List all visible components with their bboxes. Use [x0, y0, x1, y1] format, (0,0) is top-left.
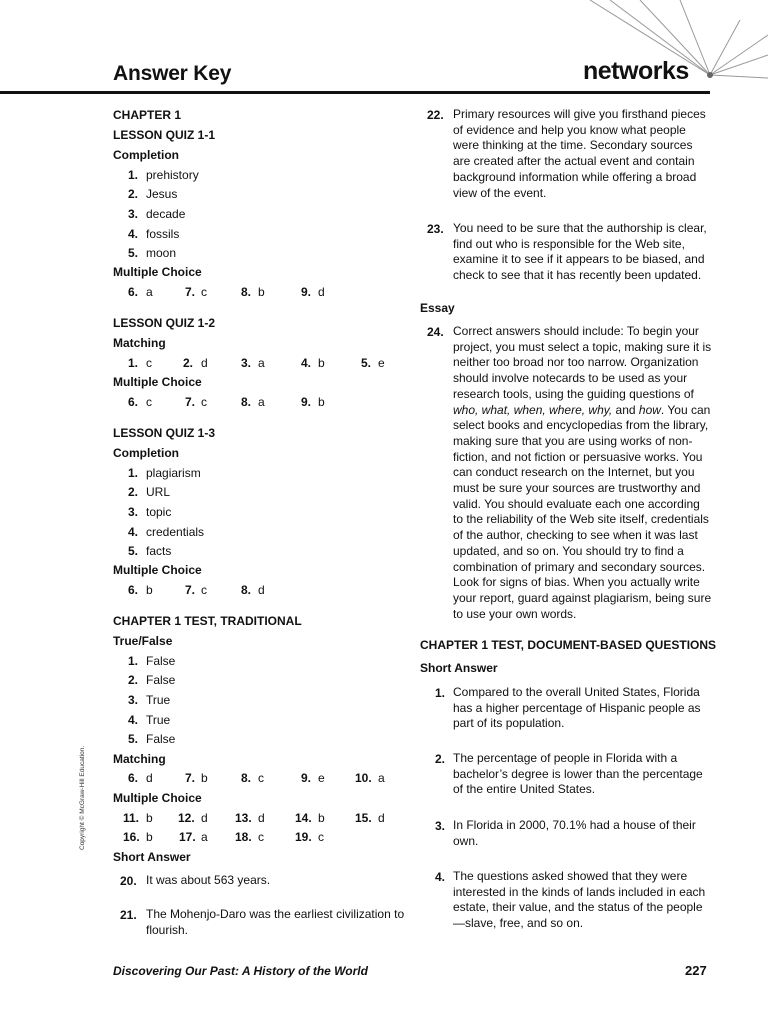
answer-italic: how [638, 402, 661, 417]
item-number: 8. [241, 395, 252, 409]
quiz-1-2-heading: LESSON QUIZ 1-2 [113, 316, 216, 330]
networks-logo: networks [583, 57, 689, 85]
item-number: 5. [128, 246, 139, 260]
answer: True [146, 713, 171, 727]
item-number: 18. [235, 830, 252, 844]
answer: Primary resources will give you firsthand pieces of evidence and help you know what people were thinking at the time. Secondary sources are created after the actual event and contain background information while offering a broad view of the event. [453, 107, 706, 200]
essay-heading: Essay [420, 301, 455, 315]
answer: d [201, 811, 208, 825]
header-rule [0, 91, 710, 94]
item-number: 4. [435, 870, 446, 884]
item-number: 5. [361, 356, 372, 370]
item-number: 6. [128, 583, 139, 597]
answer: d [318, 285, 325, 299]
answer: moon [146, 246, 177, 260]
completion-heading: Completion [113, 148, 179, 162]
item-number: 1. [128, 356, 139, 370]
item-number: 6. [128, 771, 139, 785]
completion-heading: Completion [113, 446, 179, 460]
answer: a [258, 395, 265, 409]
page-number: 227 [685, 963, 707, 978]
item-number: 19. [295, 830, 312, 844]
multiple-choice-heading: Multiple Choice [113, 265, 202, 279]
item-number: 6. [128, 395, 139, 409]
item-number: 2. [128, 187, 139, 201]
answer: a [258, 356, 265, 370]
item-number: 3. [435, 819, 446, 833]
quiz-1-1-heading: LESSON QUIZ 1-1 [113, 128, 216, 142]
answer: b [318, 395, 325, 409]
item-number: 3. [128, 693, 139, 707]
copyright-notice: Copyright © McGraw-Hill Education. [79, 745, 86, 850]
answer: a [378, 771, 385, 785]
item-number: 2. [183, 356, 194, 370]
item-number: 7. [185, 771, 196, 785]
item-number: 4. [301, 356, 312, 370]
answer: b [146, 811, 153, 825]
item-number: 24. [427, 325, 444, 339]
item-number: 10. [355, 771, 372, 785]
answer: fossils [146, 227, 180, 241]
answer: b [146, 583, 153, 597]
item-number: 16. [123, 830, 140, 844]
item-number: 4. [128, 525, 139, 539]
item-number: 2. [128, 673, 139, 687]
item-number: 20. [120, 874, 137, 888]
answer [453, 324, 713, 622]
answer: topic [146, 505, 172, 519]
item-number: 8. [241, 583, 252, 597]
answer: d [258, 583, 265, 597]
answer: c [146, 395, 152, 409]
item-number: 3. [128, 505, 139, 519]
answer: It was about 563 years. [146, 873, 271, 887]
item-number: 7. [185, 285, 196, 299]
answer: In Florida in 2000, 70.1% had a house of their own. [453, 818, 696, 848]
item-number: 1. [435, 686, 446, 700]
item-number: 5. [128, 732, 139, 746]
answer: Jesus [146, 187, 178, 201]
dbq-heading: CHAPTER 1 TEST, DOCUMENT-BASED QUESTIONS [420, 638, 717, 652]
item-number: 6. [128, 285, 139, 299]
item-number: 3. [128, 207, 139, 221]
item-number: 8. [241, 771, 252, 785]
item-number: 1. [128, 168, 139, 182]
answer: b [146, 830, 153, 844]
item-number: 9. [301, 285, 312, 299]
item-number: 13. [235, 811, 252, 825]
answer: b [201, 771, 208, 785]
answer: b [258, 285, 265, 299]
answer: c [146, 356, 152, 370]
short-answer-heading: Short Answer [113, 850, 191, 864]
multiple-choice-heading: Multiple Choice [113, 563, 202, 577]
quiz-1-3-heading: LESSON QUIZ 1-3 [113, 426, 216, 440]
answer: d [146, 771, 153, 785]
chapter-test-heading: CHAPTER 1 TEST, TRADITIONAL [113, 614, 302, 628]
true-false-heading: True/False [113, 634, 173, 648]
page-title: Answer Key [113, 62, 232, 85]
answer: URL [146, 485, 171, 499]
answer-text: . You can select books and encyclopedias from the library, making sure that you are using works of non-fiction, and not fiction or persuasive works. You can conduct research on the Internet, but you must be sure your sources are trustworthy and valid. You should evaluate each one according to the reliability of the Web site itself, credentials of the author, checking to see when it was last updated, and so on. You should try to find a combination of primary and secondary sources. Look for signs of bias. When you actually write your report, guard against plagiarism, being sure to use your own words. [453, 402, 712, 621]
answer: decade [146, 207, 186, 221]
answer: a [146, 285, 153, 299]
answer: False [146, 673, 176, 687]
book-title: Discovering Our Past: A History of the World [113, 964, 368, 978]
item-number: 15. [355, 811, 372, 825]
item-number: 23. [427, 222, 444, 236]
answer: b [318, 811, 325, 825]
item-number: 14. [295, 811, 312, 825]
item-number: 17. [179, 830, 196, 844]
item-number: 2. [435, 752, 446, 766]
item-number: 1. [128, 466, 139, 480]
answer: e [318, 771, 325, 785]
answer-text: Correct answers should include: To begin your project, you must select a topic, making sure it is neither too broad nor too narrow. Organization should involve notecards to be used as your research tools, using the guiding questions of [453, 324, 712, 401]
item-number: 9. [301, 395, 312, 409]
answer: Compared to the overall United States, Florida has a higher percentage of Hispanic people as part of its population. [453, 685, 701, 731]
answer: The questions asked showed that they were interested in the kinds of lands included in each estate, their value, and the status of the people—slave, free, and so on. [453, 869, 706, 931]
answer: c [318, 830, 324, 844]
item-number: 3. [241, 356, 252, 370]
answer: False [146, 732, 176, 746]
answer: You need to be sure that the authorship is clear, find out who is responsible for the Web site, examine it to see if it appears to be biased, and check to see that it has recently been updated. [453, 221, 707, 283]
answer: c [201, 395, 207, 409]
answer: plagiarism [146, 466, 201, 480]
answer: c [201, 583, 207, 597]
answer: The Mohenjo-Daro was the earliest civilization to flourish. [146, 907, 405, 937]
item-number: 5. [128, 544, 139, 558]
item-number: 1. [128, 654, 139, 668]
answer: credentials [146, 525, 205, 539]
answer-text: and [615, 402, 636, 417]
chapter-heading: CHAPTER 1 [113, 108, 182, 122]
multiple-choice-heading: Multiple Choice [113, 375, 202, 389]
multiple-choice-heading: Multiple Choice [113, 791, 202, 805]
answer: The percentage of people in Florida with a bachelor’s degree is lower than the percentage of the entire United States. [453, 751, 703, 797]
answer: prehistory [146, 168, 199, 182]
answer-italic: who, what, when, where, why, [453, 402, 613, 417]
short-answer-heading: Short Answer [420, 661, 498, 675]
answer: d [378, 811, 385, 825]
matching-heading: Matching [113, 752, 166, 766]
item-number: 7. [185, 395, 196, 409]
item-number: 11. [123, 811, 140, 825]
item-number: 22. [427, 108, 444, 122]
answer: a [201, 830, 208, 844]
answer: e [378, 356, 385, 370]
item-number: 12. [178, 811, 195, 825]
item-number: 2. [128, 485, 139, 499]
item-number: 7. [185, 583, 196, 597]
matching-heading: Matching [113, 336, 166, 350]
answer: False [146, 654, 176, 668]
item-number: 4. [128, 713, 139, 727]
answer: d [258, 811, 265, 825]
answer: c [258, 771, 264, 785]
answer: c [258, 830, 264, 844]
answer: b [318, 356, 325, 370]
answer: True [146, 693, 171, 707]
item-number: 21. [120, 908, 137, 922]
item-number: 9. [301, 771, 312, 785]
item-number: 8. [241, 285, 252, 299]
answer: facts [146, 544, 172, 558]
answer: c [201, 285, 207, 299]
answer: d [201, 356, 208, 370]
item-number: 4. [128, 227, 139, 241]
